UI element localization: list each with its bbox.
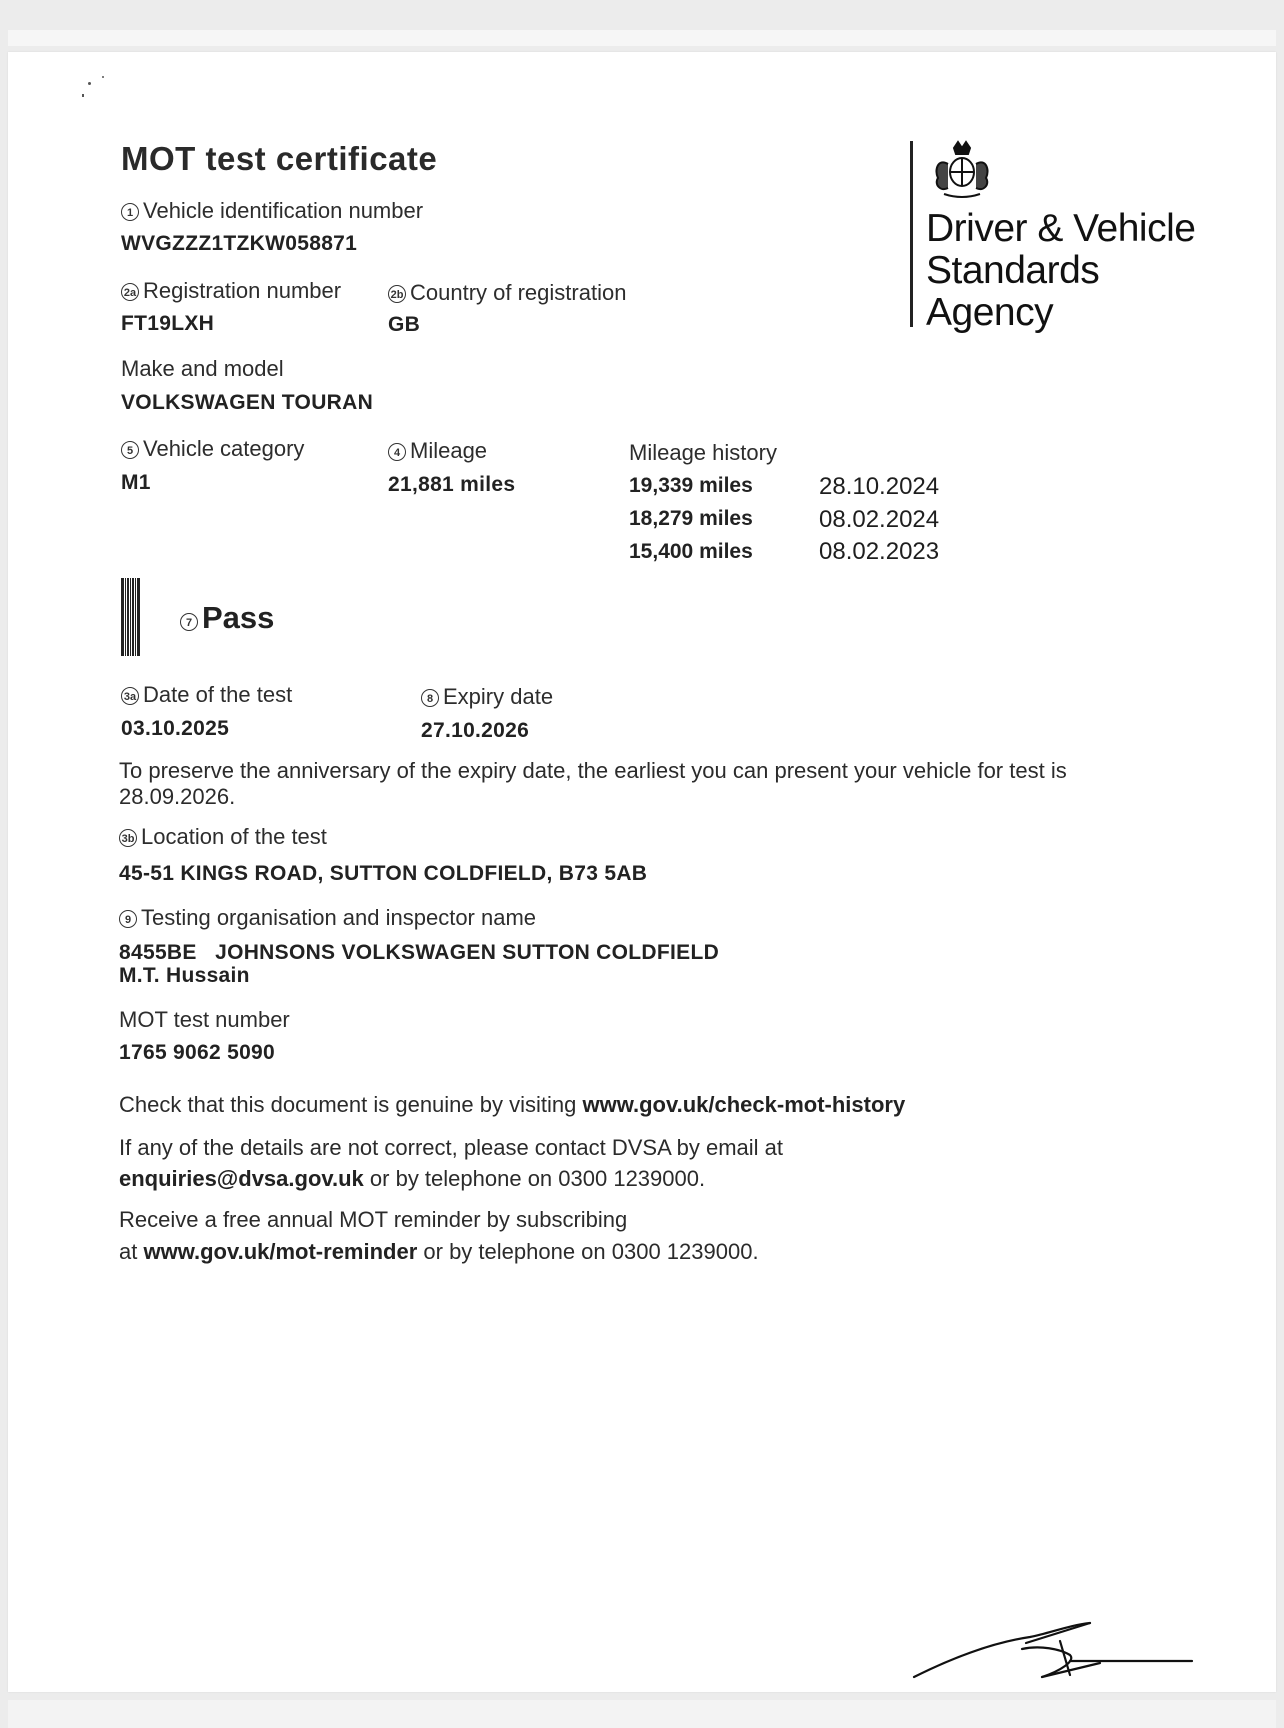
check-mot-history-link[interactable]: www.gov.uk/check-mot-history [582,1092,906,1117]
country-label: 2b Country of registration [388,280,626,306]
mileage-history-miles: 19,339 miles [629,474,753,497]
organisation-value: 8455BE JOHNSONS VOLKSWAGEN SUTTON COLDFIELD [119,941,720,964]
field-number-badge: 7 [180,613,198,631]
contact-line1: If any of the details are not correct, please contact DVSA by email at [119,1135,784,1160]
contact-line2: enquiries@dvsa.gov.uk or by telephone on 0300 1239000. [119,1166,706,1191]
location-label: 3b Location of the test [119,824,327,850]
mileage-history-miles: 15,400 miles [629,540,753,563]
barcode-icon [121,578,141,656]
inspector-name: M.T. Hussain [119,964,250,987]
logo-divider [910,141,913,327]
organisation-label: 9 Testing organisation and inspector name [119,905,536,931]
mileage-label: 4 Mileage [388,438,487,464]
scan-speck [88,82,91,85]
vehicle-category-label: 5 Vehicle category [121,436,304,462]
agency-name-line3: Agency [926,291,1054,334]
scan-speck [82,94,84,97]
field-number-badge: 3b [119,829,137,847]
page-title: MOT test certificate [121,140,438,177]
signature-mark [910,1615,1200,1685]
expiry-date-label: 8 Expiry date [421,684,553,710]
make-model-value: VOLKSWAGEN TOURAN [121,391,374,414]
reminder-line2: at www.gov.uk/mot-reminder or by telephone on 0300 1239000. [119,1239,759,1264]
test-result: 7 Pass [180,600,274,636]
make-model-label: Make and model [121,356,284,381]
royal-crest-icon [924,140,1000,200]
field-number-badge: 8 [421,689,439,707]
vin-label: 1 Vehicle identification number [121,198,423,224]
test-date-value: 03.10.2025 [121,717,230,740]
scan-bottom-edge [8,1700,1276,1728]
mileage-history-date: 08.02.2024 [819,506,940,533]
mileage-value: 21,881 miles [388,473,516,496]
mileage-history-miles: 18,279 miles [629,507,753,530]
vin-value: WVGZZZ1TZKW058871 [121,232,358,255]
anniversary-note-line2: 28.09.2026. [119,784,236,809]
vehicle-category-value: M1 [121,471,151,494]
field-number-badge: 3a [121,687,139,705]
test-number-label: MOT test number [119,1007,290,1032]
expiry-date-value: 27.10.2026 [421,719,530,742]
mileage-history-date: 28.10.2024 [819,473,940,500]
dvsa-email-link[interactable]: enquiries@dvsa.gov.uk [119,1166,364,1191]
agency-name-line2: Standards [926,249,1100,292]
registration-label: 2a Registration number [121,278,341,304]
anniversary-note-line1: To preserve the anniversary of the expiry date, the earliest you can present your vehicle for test is [119,758,1067,783]
field-number-badge: 5 [121,441,139,459]
mot-reminder-link[interactable]: www.gov.uk/mot-reminder [143,1239,418,1264]
country-value: GB [388,313,421,336]
reminder-line1: Receive a free annual MOT reminder by subscribing [119,1207,628,1232]
scan-speck [102,76,104,78]
test-date-label: 3a Date of the test [121,682,292,708]
field-number-badge: 2a [121,283,139,301]
test-number-value: 1765 9062 5090 [119,1041,276,1064]
mileage-history-label: Mileage history [629,440,777,465]
agency-name-line1: Driver & Vehicle [926,207,1196,250]
location-value: 45-51 KINGS ROAD, SUTTON COLDFIELD, B73 5AB [119,862,648,885]
field-number-badge: 4 [388,443,406,461]
genuine-check-text: Check that this document is genuine by visiting www.gov.uk/check-mot-history [119,1092,906,1117]
field-number-badge: 9 [119,910,137,928]
scan-top-edge [8,30,1276,46]
field-number-badge: 1 [121,203,139,221]
registration-value: FT19LXH [121,312,215,335]
mileage-history-date: 08.02.2023 [819,538,940,565]
field-number-badge: 2b [388,285,406,303]
